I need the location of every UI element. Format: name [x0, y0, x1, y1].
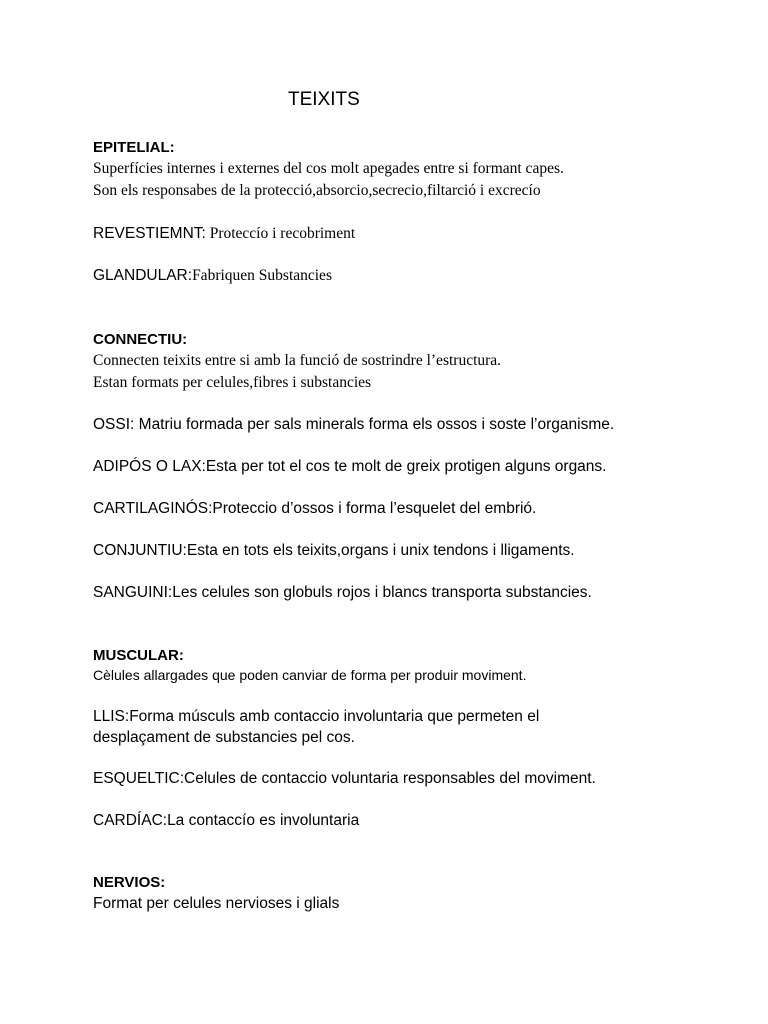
llis-entry-line-1: LLIS:Forma músculs amb contaccio involuntaria que permeten el: [93, 708, 540, 725]
revestiment-text: Proteccío i recobriment: [205, 225, 356, 242]
document-title: TEIXITS: [288, 89, 360, 110]
cartilaginos-entry: CARTILAGINÓS:Proteccio d’ossos i forma l’esquelet del embrió.: [93, 500, 537, 517]
section-heading-nervios: NERVIOS:: [93, 874, 166, 891]
conjuntiu-entry: CONJUNTIU:Esta en tots els teixits,organs i unix tendons i lligaments.: [93, 542, 575, 559]
sanguini-entry: SANGUINI:Les celules son globuls rojos i blancs transporta substancies.: [93, 584, 592, 601]
section-heading-connectiu: CONNECTIU:: [93, 331, 188, 348]
connectiu-description-line-1: Connecten teixits entre si amb la funció de sostrindre l’estructura.: [93, 352, 502, 369]
glandular-entry: [93, 268, 332, 284]
llis-entry-line-2: desplaçament de substancies pel cos.: [93, 729, 355, 746]
ossi-entry: OSSI: Matriu formada per sals minerals forma els ossos i soste l’organisme.: [93, 416, 615, 433]
section-heading-muscular: MUSCULAR:: [93, 647, 184, 664]
revestiment-entry: [93, 226, 355, 242]
revestiment-label: REVESTIEMNT:: [93, 225, 206, 242]
muscular-description: Cèlules allargades que poden canviar de forma per produir moviment.: [93, 667, 527, 683]
adipos-entry: ADIPÓS O LAX:Esta per tot el cos te molt de greix protigen alguns organs.: [93, 458, 607, 475]
nervios-description: Format per celules nervioses i glials: [93, 895, 340, 912]
esqueltic-entry: ESQUELTIC:Celules de contaccio voluntaria responsables del moviment.: [93, 770, 596, 787]
cardiac-entry: CARDÍAC:La contaccío es involuntaria: [93, 812, 360, 829]
glandular-label: GLANDULAR:: [93, 267, 193, 284]
epitelial-description-line-2: Son els responsabes de la protecció,absorcio,secrecio,filtarció i excrecío: [93, 182, 541, 199]
epitelial-description-line-1: Superfícies internes i externes del cos molt apegades entre si formant capes.: [93, 160, 564, 177]
section-heading-epitelial: EPITELIAL:: [93, 139, 175, 156]
glandular-text: Fabriquen Substancies: [192, 267, 332, 284]
connectiu-description-line-2: Estan formats per celules,fibres i substancies: [93, 374, 372, 391]
